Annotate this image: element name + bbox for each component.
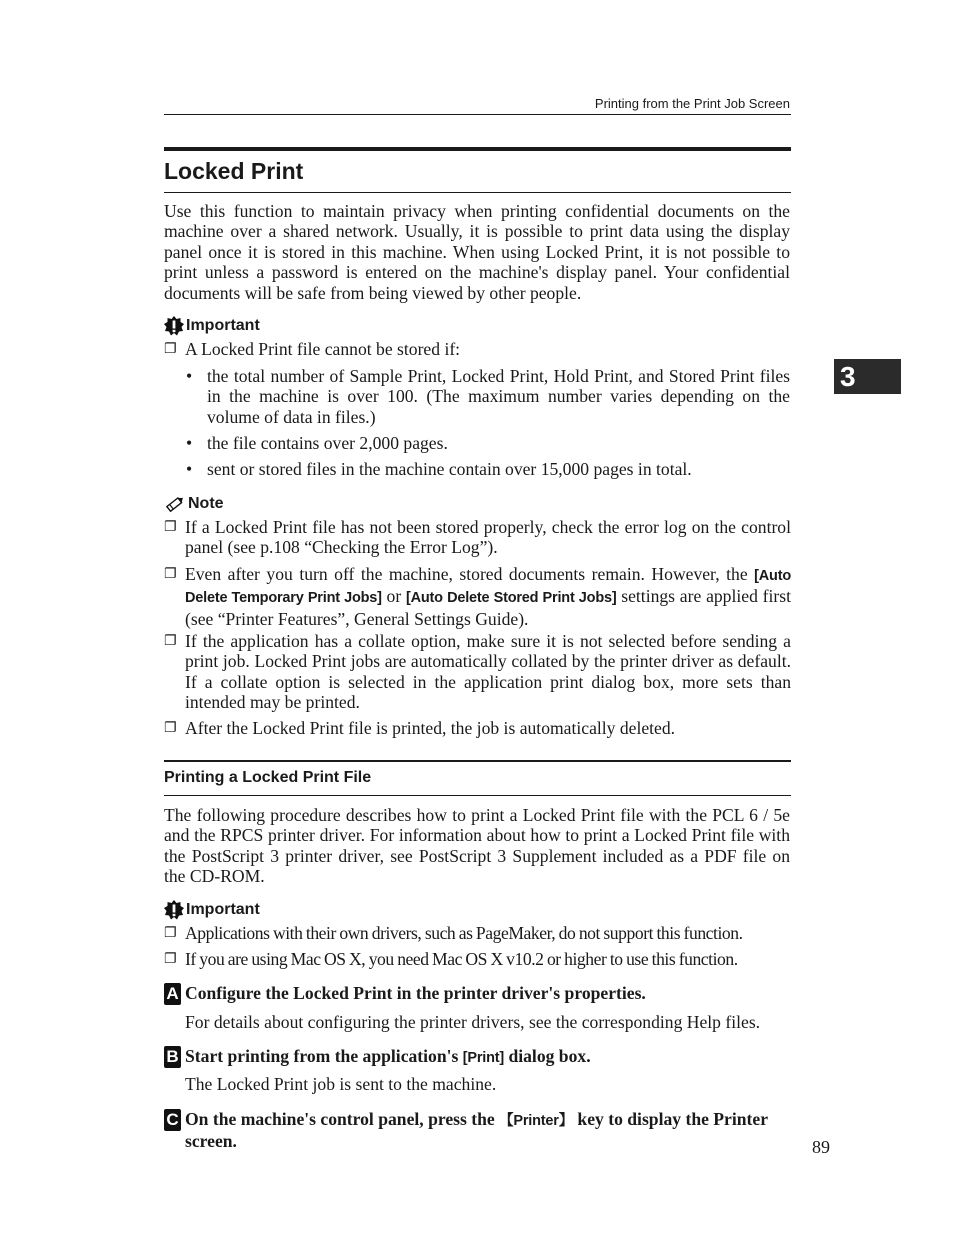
bullet-icon: •	[186, 433, 193, 453]
bullet-icon: •	[186, 459, 193, 479]
step-title: Configure the Locked Print in the printer driver's properties.	[185, 983, 646, 1003]
note-item: ❐ After the Locked Print file is printed, the job is automatically deleted.	[164, 718, 676, 738]
subsection-top-rule	[164, 760, 791, 762]
important-label-2	[164, 900, 260, 920]
list-item: • the total number of Sample Print, Locked Print, Hold Print, and Stored Print files in the machine is over 100. (The maximum number varies depending on the volume of data in files.)	[186, 366, 790, 427]
step-3	[164, 1109, 791, 1152]
command-label: [Print]	[462, 1050, 505, 1066]
section-title-rule	[164, 192, 791, 193]
note-item: ❐ If the application has a collate option, make sure it is not selected before sending a print job. Locked Print jobs are automatically collated by the printer driver as default. If a collate option is selected in the application print dialog box, more sets than intended may be printed.	[164, 631, 791, 713]
step-1	[164, 983, 791, 1005]
command-label: [Auto Delete Temporary Print Jobs]	[185, 568, 791, 607]
checkbox-icon: ❐	[164, 720, 177, 736]
pencil-icon	[164, 495, 186, 513]
subsection-title: Printing a Locked Print File	[164, 769, 372, 786]
step-detail: The Locked Print job is sent to the machine.	[185, 1074, 497, 1094]
step-marker: B	[164, 1046, 185, 1068]
important-item: ❐ If you are using Mac OS X, you need Mac OS X v10.2 or higher to use this function.	[164, 949, 738, 969]
step-title: On the machine's control panel, press the 【Printer】 key to display the Printer screen.	[185, 1109, 768, 1152]
checkbox-icon: ❐	[164, 519, 177, 535]
step-2	[164, 1046, 791, 1068]
list-item: • sent or stored files in the machine contain over 15,000 pages in total.	[186, 459, 692, 479]
important-icon	[164, 900, 184, 920]
checkbox-icon: ❐	[164, 951, 177, 967]
header-rule	[164, 114, 791, 115]
page-number: 89	[812, 1137, 830, 1157]
checkbox-icon: ❐	[164, 566, 177, 582]
step-title: Start printing from the application's [Print] dialog box.	[185, 1046, 591, 1066]
important-icon	[164, 316, 184, 336]
subsection-title-rule	[164, 795, 791, 796]
step-detail: For details about configuring the printer drivers, see the corresponding Help files.	[185, 1012, 761, 1032]
checkbox-icon: ❐	[164, 633, 177, 649]
section-top-rule	[164, 147, 791, 151]
important-label-text: Important	[186, 317, 260, 334]
note-label	[164, 494, 224, 514]
note-item: ❐ If a Locked Print file has not been stored properly, check the error log on the control panel (see p.108 “Checking the Error Log”).	[164, 517, 791, 558]
bullet-icon: •	[186, 366, 193, 386]
note-item: ❐ Even after you turn off the machine, stored documents remain. However, the [Auto Delete Temporary Print Jobs] or [Auto Delete Stored Print Jobs] settings are applied first (see “Printer Features”, General Settings Guide).	[164, 564, 791, 629]
step-marker: A	[164, 983, 185, 1005]
section-title: Locked Print	[164, 158, 304, 184]
note-label-text: Note	[188, 495, 224, 512]
step-marker: C	[164, 1109, 185, 1152]
command-label: [Auto Delete Stored Print Jobs]	[406, 590, 617, 607]
subsection-intro: The following procedure describes how to print a Locked Print file with the PCL 6 / 5e and the RPCS printer driver. For information about how to print a Locked Print file with the PostScript 3 printer driver, see PostScript 3 Supplement included as a PDF file on the CD-ROM.	[164, 805, 790, 887]
checkbox-icon: ❐	[164, 925, 177, 941]
important-item: ❐ A Locked Print file cannot be stored if:	[164, 339, 461, 359]
important-label-1	[164, 316, 260, 336]
key-label: 【Printer】	[499, 1113, 574, 1129]
important-label-text: Important	[186, 901, 260, 918]
running-header: Printing from the Print Job Screen	[594, 96, 790, 111]
important-item: ❐ Applications with their own drivers, such as PageMaker, do not support this function.	[164, 923, 743, 943]
chapter-tab: 3	[834, 359, 901, 394]
section-intro: Use this function to maintain privacy when printing confidential documents on the machine over a shared network. Usually, it is possible to print data using the display panel once it is stored in this machine. When using Locked Print, it is not possible to print unless a password is entered on the machine's display panel. Your confidential documents will be safe from being viewed by other people.	[164, 201, 790, 303]
list-item: • the file contains over 2,000 pages.	[186, 433, 448, 453]
checkbox-icon: ❐	[164, 341, 177, 357]
